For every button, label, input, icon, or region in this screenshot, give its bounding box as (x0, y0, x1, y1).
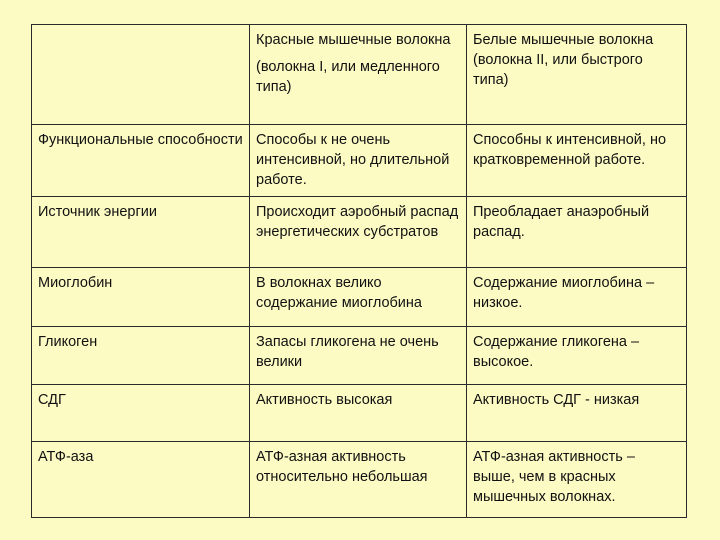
property-cell: Гликоген (32, 327, 250, 385)
white-fiber-cell: Способны к интенсивной, но кратковременной работе. (467, 125, 687, 197)
table-row (32, 442, 687, 518)
muscle-fiber-comparison-table (31, 24, 687, 518)
red-fiber-cell: В волокнах велико содержание миоглобина (250, 268, 467, 327)
header-white-fibers-cell (467, 25, 687, 125)
property-cell: Источник энергии (32, 197, 250, 268)
white-fiber-cell: Активность СДГ - низкая (467, 385, 687, 442)
property-cell: Миоглобин (32, 268, 250, 327)
red-fiber-cell: Происходит аэробный распад энергетических субстратов (250, 197, 467, 268)
header-red-subtitle: (волокна I, или медленного типа) (256, 59, 440, 95)
red-fiber-cell: Способы к не очень интенсивной, но длительной работе. (250, 125, 467, 197)
red-fiber-cell: АТФ-азная активность относительно небольшая (250, 442, 467, 518)
white-fiber-cell: АТФ-азная активность – выше, чем в красных мышечных волокнах. (467, 442, 687, 518)
header-corner-cell (32, 25, 250, 125)
table-row (32, 197, 687, 268)
white-fiber-cell: Содержание гликогена – высокое. (467, 327, 687, 385)
white-fiber-cell: Содержание миоглобина – низкое. (467, 268, 687, 327)
table-row (32, 125, 687, 197)
header-white-title: Белые мышечные волокна (волокна II, или быстрого типа) (473, 32, 654, 88)
white-fiber-cell: Преобладает анаэробный распад. (467, 197, 687, 268)
property-cell: Функциональные способности (32, 125, 250, 197)
header-red-title: Красные мышечные волокна (256, 32, 451, 48)
table-row (32, 385, 687, 442)
red-fiber-cell: Запасы гликогена не очень велики (250, 327, 467, 385)
property-cell: АТФ-аза (32, 442, 250, 518)
property-cell: СДГ (32, 385, 250, 442)
table-row (32, 268, 687, 327)
header-row (32, 25, 687, 125)
header-red-fibers-cell (250, 25, 467, 125)
table-row (32, 327, 687, 385)
red-fiber-cell: Активность высокая (250, 385, 467, 442)
